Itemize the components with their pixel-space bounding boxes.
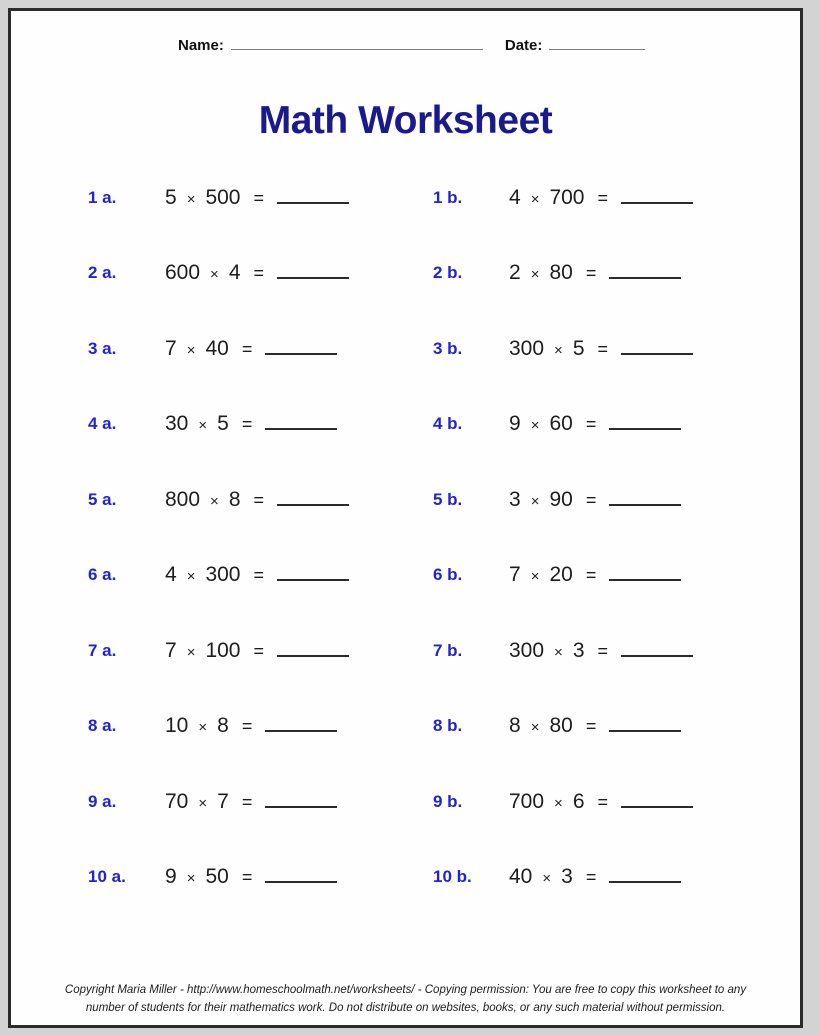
problem-label: 8 b.: [433, 716, 463, 736]
answer-blank-line: [277, 265, 349, 279]
operand-a: 9: [509, 412, 521, 436]
operand-a: 5: [165, 185, 177, 209]
operand-a: 600: [165, 261, 201, 285]
problem-expression: [165, 714, 433, 738]
multiply-icon: ×: [186, 190, 196, 208]
problem-label: 3 b.: [433, 338, 463, 358]
operand-a: 300: [509, 336, 545, 360]
answer-blank-line: [609, 492, 681, 506]
multiply-icon: ×: [210, 266, 219, 284]
equals-sign: =: [585, 867, 597, 888]
equals-sign: =: [597, 640, 609, 661]
answer-blank-line: [277, 492, 349, 506]
equals-sign: =: [597, 187, 609, 208]
answer-blank-line: [609, 567, 681, 581]
problem-expression: [165, 488, 433, 512]
operand-b: 500: [205, 185, 241, 209]
problem-expression: [509, 865, 788, 889]
footer-line-2: number of students for their mathematics work. Do not distribute on websites, books, or any such material without permission.: [85, 1002, 726, 1014]
equals-sign: =: [585, 263, 597, 284]
multiply-icon: ×: [186, 341, 196, 359]
equals-sign: =: [585, 565, 597, 586]
answer-blank-line: [277, 643, 349, 657]
problem-label: 10 b.: [433, 867, 472, 887]
operand-a: 3: [509, 487, 521, 511]
operand-a: 800: [165, 487, 201, 511]
operand-b: 90: [549, 487, 573, 511]
answer-blank-line: [609, 265, 681, 279]
operand-b: 700: [549, 185, 585, 209]
answer-blank-line: [277, 190, 349, 204]
operand-a: 10: [165, 714, 189, 738]
problem-label: 2 a.: [88, 263, 117, 283]
name-label: Name:: [178, 37, 224, 54]
operand-a: 7: [509, 563, 521, 587]
operand-b: 60: [549, 412, 573, 436]
problem-expression: [509, 639, 788, 663]
equals-sign: =: [597, 338, 609, 359]
answer-blank-line: [621, 643, 693, 657]
problem-label: 6 a.: [88, 565, 117, 585]
problem-expression: [509, 186, 788, 210]
operand-b: 3: [561, 865, 573, 889]
operand-b: 80: [549, 714, 573, 738]
multiply-icon: ×: [554, 341, 563, 359]
multiply-icon: ×: [530, 568, 540, 586]
multiply-icon: ×: [198, 417, 208, 435]
operand-a: 4: [509, 185, 521, 209]
problem-label: 9 a.: [88, 791, 117, 811]
problem-expression: [509, 488, 788, 512]
header: [178, 37, 645, 54]
operand-b: 7: [217, 789, 229, 813]
problem-expression: [165, 261, 433, 285]
operand-a: 2: [509, 261, 521, 285]
multiply-icon: ×: [186, 568, 196, 586]
operand-b: 40: [205, 336, 229, 360]
operand-b: 4: [228, 261, 241, 285]
answer-blank-line: [277, 567, 349, 581]
problem-expression: [165, 337, 433, 361]
footer-line-1: Copyright Maria Miller - http://www.homeschoolmath.net/worksheets/ - Copying permission: You are free to copy this worksheet to any: [64, 984, 747, 996]
equals-sign: =: [253, 187, 265, 208]
multiply-icon: ×: [186, 643, 196, 661]
multiply-icon: ×: [186, 870, 196, 888]
problem-expression: [509, 337, 788, 361]
name-blank-line: [231, 37, 483, 50]
answer-blank-line: [609, 718, 681, 732]
problems-grid: [88, 160, 788, 915]
problem-label: 8 a.: [88, 716, 117, 736]
answer-blank-line: [265, 341, 337, 355]
operand-a: 40: [509, 865, 533, 889]
answer-blank-line: [621, 341, 693, 355]
operand-a: 7: [165, 336, 177, 360]
problem-label: 1 a.: [88, 187, 117, 207]
problem-label: 10 a.: [88, 867, 126, 887]
answer-blank-line: [265, 869, 337, 883]
problem-expression: [165, 412, 433, 436]
operand-b: 20: [549, 563, 573, 587]
problem-expression: [165, 563, 433, 587]
equals-sign: =: [253, 263, 265, 284]
multiply-icon: ×: [210, 492, 219, 510]
operand-b: 5: [572, 336, 585, 360]
problem-label: 3 a.: [88, 338, 117, 358]
operand-a: 7: [165, 638, 177, 662]
operand-b: 5: [217, 412, 229, 436]
operand-a: 300: [509, 638, 545, 662]
problem-expression: [509, 714, 788, 738]
problem-expression: [509, 563, 788, 587]
operand-a: 8: [509, 714, 521, 738]
operand-b: 8: [217, 714, 229, 738]
operand-b: 100: [205, 638, 241, 662]
problem-label: 5 b.: [433, 489, 463, 509]
problem-expression: [165, 186, 433, 210]
equals-sign: =: [253, 565, 265, 586]
problem-label: 2 b.: [433, 263, 463, 283]
problem-expression: [509, 790, 788, 814]
multiply-icon: ×: [542, 870, 552, 888]
multiply-icon: ×: [530, 492, 540, 510]
operand-a: 4: [165, 563, 177, 587]
answer-blank-line: [609, 869, 681, 883]
worksheet-page: [8, 8, 803, 1028]
operand-b: 50: [205, 865, 229, 889]
multiply-icon: ×: [554, 794, 563, 812]
multiply-icon: ×: [530, 190, 540, 208]
equals-sign: =: [241, 414, 253, 435]
problem-label: 6 b.: [433, 565, 463, 585]
problem-label: 7 a.: [88, 640, 117, 660]
multiply-icon: ×: [530, 417, 540, 435]
equals-sign: =: [253, 489, 265, 510]
multiply-icon: ×: [554, 643, 563, 661]
equals-sign: =: [241, 338, 253, 359]
problem-expression: [165, 865, 433, 889]
equals-sign: =: [241, 716, 253, 737]
problem-expression: [165, 639, 433, 663]
date-label: Date:: [504, 37, 543, 54]
multiply-icon: ×: [198, 719, 208, 737]
answer-blank-line: [265, 794, 337, 808]
equals-sign: =: [241, 867, 253, 888]
problem-label: 4 a.: [88, 414, 117, 434]
answer-blank-line: [621, 794, 693, 808]
operand-b: 300: [205, 563, 241, 587]
equals-sign: =: [241, 791, 253, 812]
multiply-icon: ×: [198, 794, 208, 812]
page-title: Math Worksheet: [258, 99, 553, 142]
operand-a: 30: [165, 412, 189, 436]
operand-b: 80: [549, 261, 573, 285]
answer-blank-line: [265, 718, 337, 732]
operand-a: 9: [165, 865, 177, 889]
multiply-icon: ×: [530, 719, 540, 737]
problem-expression: [509, 261, 788, 285]
multiply-icon: ×: [530, 266, 540, 284]
problem-label: 9 b.: [433, 791, 463, 811]
problem-label: 7 b.: [433, 640, 463, 660]
problem-label: 1 b.: [433, 187, 463, 207]
problem-expression: [509, 412, 788, 436]
date-blank-line: [549, 37, 645, 50]
operand-b: 6: [572, 789, 585, 813]
equals-sign: =: [585, 489, 597, 510]
answer-blank-line: [265, 416, 337, 430]
problem-expression: [165, 790, 433, 814]
problem-label: 4 b.: [433, 414, 463, 434]
operand-a: 70: [165, 789, 189, 813]
operand-b: 8: [228, 487, 241, 511]
answer-blank-line: [621, 190, 693, 204]
operand-b: 3: [572, 638, 585, 662]
problem-label: 5 a.: [88, 489, 117, 509]
operand-a: 700: [509, 789, 545, 813]
equals-sign: =: [253, 640, 265, 661]
equals-sign: =: [585, 414, 597, 435]
footer-copyright: [11, 981, 800, 1017]
equals-sign: =: [597, 791, 609, 812]
equals-sign: =: [585, 716, 597, 737]
answer-blank-line: [609, 416, 681, 430]
